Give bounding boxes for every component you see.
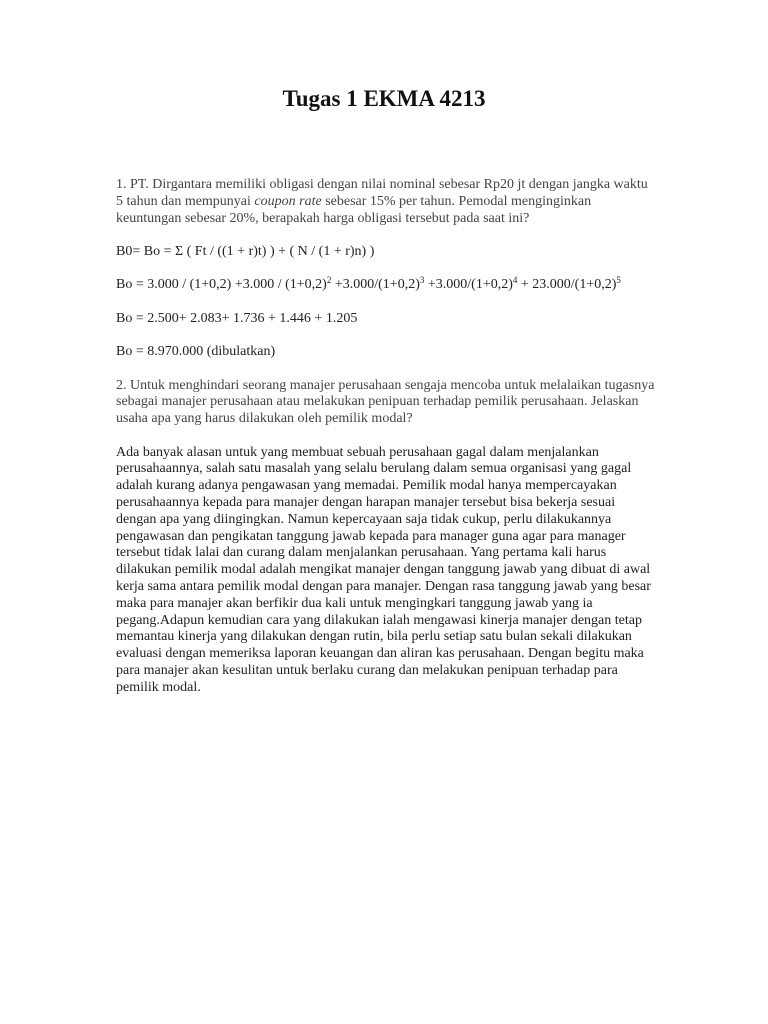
question-1-text-b: sebesar 15% per tahun. Pemodal menginginkan keuntungan sebesar 20%, berapakah harga obligasi tersebut pada saat ini? (116, 193, 592, 226)
calc-exponent-1: 2 (326, 275, 332, 286)
sum-line: Bo = 2.500+ 2.083+ 1.736 + 1.446 + 1.205 (116, 310, 358, 326)
calc-exponent-4: 5 (616, 275, 621, 286)
calc-exponent-3: 4 (512, 275, 518, 286)
result-line: Bo = 8.970.000 (dibulatkan) (116, 344, 276, 360)
question-1-italic-term: coupon rate (254, 193, 322, 209)
calc-part-1: Bo = 3.000 / (1+0,2) +3.000 / (1+0,2) (116, 277, 327, 293)
question-1-text-a: 1. PT. Dirgantara memiliki obligasi dengan nilai nominal sebesar Rp20 jt dengan jangka waktu 5 tahun dan mempunyai (116, 177, 648, 209)
document-title: Tugas 1 EKMA 4213 (282, 86, 486, 111)
bond-calculation (116, 277, 656, 294)
bond-formula: B0= Bo = Σ ( Ft / ((1 + r)t) ) + ( N / (1 + r)n) ) (116, 243, 375, 259)
calc-part-2: +3.000/(1+0,2) (331, 277, 420, 293)
calc-exponent-2: 3 (419, 275, 425, 286)
document-body (116, 177, 656, 713)
answer-2: Ada banyak alasan untuk yang membuat sebuah perusahaan gagal dalam menjalankan perusahaannya, salah satu masalah yang selalu berulang dalam semua organisasi yang gagal adalah kurang adanya pengawasan yang memadai. Pemilik modal hanya mempercayakan perusahaannya kepada para manajer dengan harapan manajer tersebut bisa bekerja sesuai dengan apa yang diingingkan. Namun kepercayaan saja tidak cukup, perlu dilakukannya pengawasan dan pengikatan tanggung jawab kepada para manager guna agar para manager tersebut tidak lalai dan curang dalam menjalankan perusahaan. Yang pertama kali harus dilakukan pemilik modal adalah mengikat manajer dengan tanggung jawab yang dibuat di awal kerja sama antara pemilik modal dengan para manajer. Dengan rasa tanggung jawab yang besar maka para manajer akan berfikir dua kali untuk mengingkari tanggung jawab yang ia pegang.Adapun kemudian cara yang dilakukan ialah mengawasi kinerja manajer dengan tetap memantau kinerja yang dilakukan dengan rutin, bila perlu setiap satu bulan sekali dilakukan evaluasi dengan memeriksa laporan keuangan dan aliran kas perusahaan. Dengan begitu maka para manajer akan kesulitan untuk berlaku curang dan melakukan penipuan terhadap para pemilik modal. (116, 444, 651, 695)
question-1 (116, 177, 656, 227)
calc-part-4: + 23.000/(1+0,2) (517, 277, 617, 293)
question-2: 2. Untuk menghindari seorang manajer perusahaan sengaja mencoba untuk melalaikan tugasnya sebagai manajer perusahaan atau melakukan penipuan terhadap pemilik perusahaan. Jelaskan usaha apa yang harus dilakukan oleh pemilik modal? (116, 377, 655, 427)
calc-part-3: +3.000/(1+0,2) (424, 277, 513, 293)
